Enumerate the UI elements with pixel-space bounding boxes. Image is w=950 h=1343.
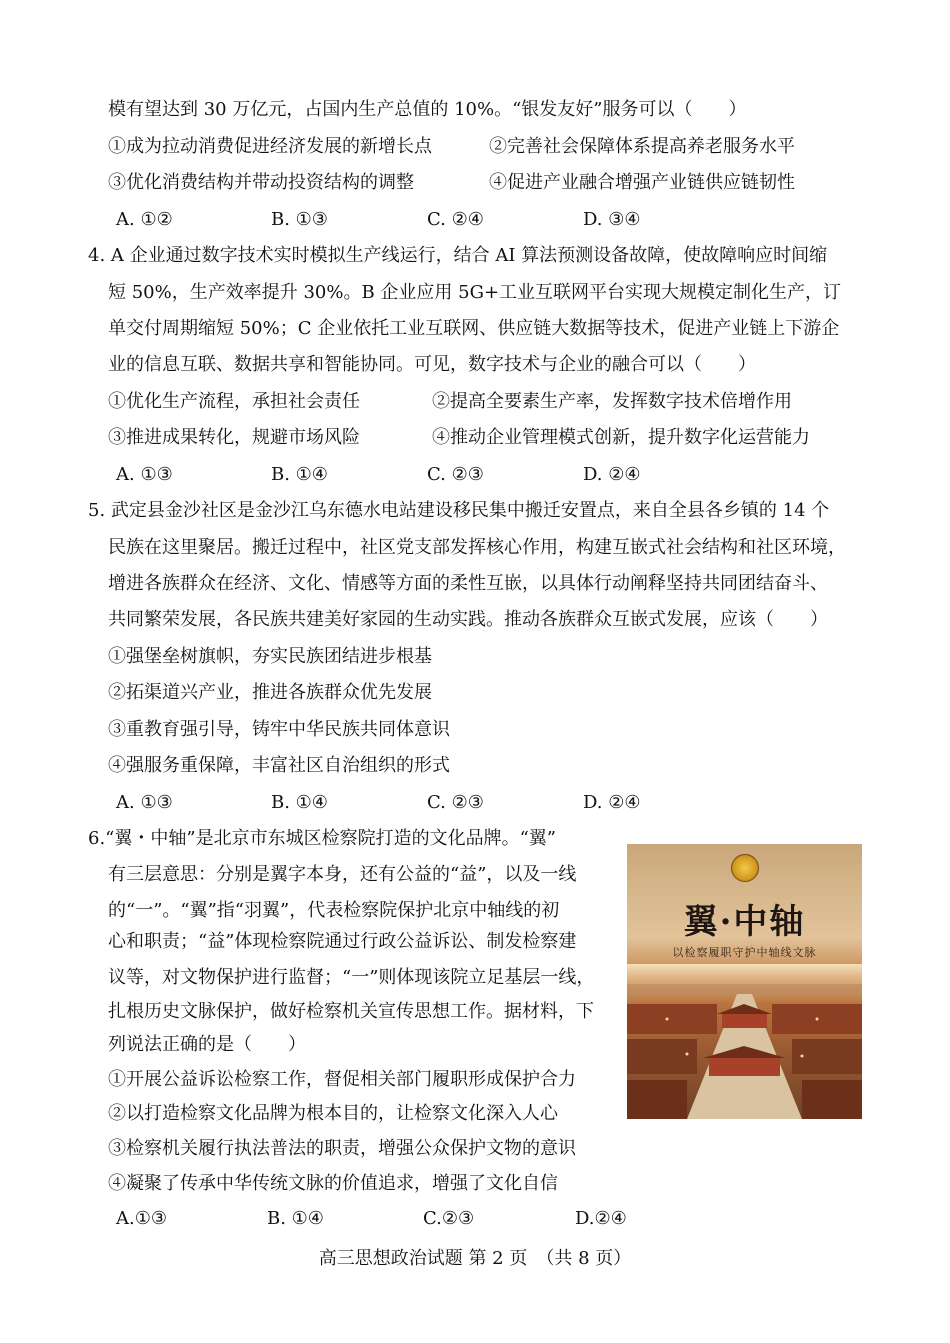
q3-option-c: C. ②④ — [427, 209, 484, 230]
q6-illustration — [627, 844, 862, 1119]
q4-line-3: 单交付周期缩短 50%；C 企业依托工业互联网、供应链大数据等技术，促进产业链上下游企 — [108, 318, 840, 339]
q6-option-d: D.②④ — [575, 1208, 627, 1229]
q5-option-b: B. ①④ — [271, 792, 328, 813]
procuratorate-emblem-icon — [731, 854, 759, 882]
q6-line-3: 的“一”。“翼”指“羽翼”，代表检察院保护北京中轴线的初 — [108, 900, 560, 921]
page-footer: 高三思想政治试题 第 2 页 （共 8 页） — [318, 1248, 632, 1269]
q3-statement-3: ③优化消费结构并带动投资结构的调整 — [108, 172, 414, 193]
q4-option-d: D. ②④ — [583, 464, 641, 485]
q6-statement-2: ②以打造检察文化品牌为根本目的，让检察文化深入人心 — [108, 1103, 558, 1124]
q6-statement-1: ①开展公益诉讼检察工作，督促相关部门履职形成保护合力 — [108, 1069, 576, 1090]
q6-line-6: 扎根历史文脉保护，做好检察机关宣传思想工作。据材料，下 — [108, 1001, 594, 1022]
q4-line-4: 业的信息互联、数据共享和智能协同。可见，数字技术与企业的融合可以（ ） — [108, 354, 756, 375]
illustration-title: 翼·中轴 — [683, 902, 806, 942]
q4-line-2: 短 50%，生产效率提升 30%。B 企业应用 5G+工业互联网平台实现大规模定制化生产，订 — [108, 282, 842, 303]
q6-statement-3: ③检察机关履行执法普法的职责，增强公众保护文物的意识 — [108, 1138, 576, 1159]
q6-line-2: 有三层意思：分别是翼字本身，还有公益的“益”，以及一线 — [108, 864, 577, 885]
q6-statement-4: ④凝聚了传承中华传统文脉的价值追求，增强了文化自信 — [108, 1173, 558, 1194]
q4-statement-4: ④推动企业管理模式创新，提升数字化运营能力 — [432, 427, 810, 448]
q6-line-5: 议等，对文物保护进行监督；“一”则体现该院立足基层一线， — [108, 967, 595, 988]
q4-line-1: 4. A 企业通过数字技术实时模拟生产线运行，结合 AI 算法预测设备故障，使故障响应时间缩 — [88, 245, 828, 266]
q5-line-4: 共同繁荣发展，各民族共建美好家园的生动实践。推动各族群众互嵌式发展，应该（ ） — [108, 609, 828, 630]
q5-line-1: 5. 武定县金沙社区是金沙江乌东德水电站建设移民集中搬迁安置点，来自全县各乡镇的 14 个 — [88, 500, 830, 521]
q5-statement-3: ③重教育强引导，铸牢中华民族共同体意识 — [108, 719, 450, 740]
q3-statement-2: ②完善社会保障体系提高养老服务水平 — [489, 136, 795, 157]
q3-option-b: B. ①③ — [271, 209, 328, 230]
q3-statement-1: ①成为拉动消费促进经济发展的新增长点 — [108, 136, 432, 157]
illustration-subtitle: 以检察履职守护中轴线文脉 — [672, 946, 817, 959]
q3-stem: 模有望达到 30 万亿元，占国内生产总值的 10%。“银发友好”服务可以（ ） — [108, 99, 747, 120]
q5-option-c: C. ②③ — [427, 792, 484, 813]
forbidden-city-scene — [627, 844, 862, 1119]
q4-statement-2: ②提高全要素生产率，发挥数字技术倍增作用 — [432, 391, 792, 412]
q3-statement-4: ④促进产业融合增强产业链供应链韧性 — [489, 172, 795, 193]
q3-option-d: D. ③④ — [583, 209, 641, 230]
q5-option-a: A. ①③ — [116, 792, 173, 813]
q4-statement-3: ③推进成果转化，规避市场风险 — [108, 427, 360, 448]
q5-statement-2: ②拓渠道兴产业，推进各族群众优先发展 — [108, 682, 432, 703]
q5-line-3: 增进各族群众在经济、文化、情感等方面的柔性互嵌，以具体行动阐释坚持共同团结奋斗、 — [108, 573, 828, 594]
q6-line-7: 列说法正确的是（ ） — [108, 1034, 306, 1055]
q5-statement-4: ④强服务重保障，丰富社区自治组织的形式 — [108, 755, 450, 776]
q6-option-b: B. ①④ — [267, 1208, 324, 1229]
q4-statement-1: ①优化生产流程，承担社会责任 — [108, 391, 360, 412]
q6-option-c: C.②③ — [423, 1208, 475, 1229]
q5-statement-1: ①强堡垒树旗帜，夯实民族团结进步根基 — [108, 646, 432, 667]
q6-option-a: A.①③ — [116, 1208, 167, 1229]
q4-option-b: B. ①④ — [271, 464, 328, 485]
q6-line-1: 6.“翼・中轴”是北京市东城区检察院打造的文化品牌。“翼” — [88, 828, 556, 849]
q5-option-d: D. ②④ — [583, 792, 641, 813]
q3-option-a: A. ①② — [116, 209, 173, 230]
q4-option-a: A. ①③ — [116, 464, 173, 485]
q6-line-4: 心和职责；“益”体现检察院通过行政公益诉讼、制发检察建 — [108, 931, 577, 952]
q5-line-2: 民族在这里聚居。搬迁过程中，社区党支部发挥核心作用，构建互嵌式社会结构和社区环境， — [108, 537, 846, 558]
q4-option-c: C. ②③ — [427, 464, 484, 485]
